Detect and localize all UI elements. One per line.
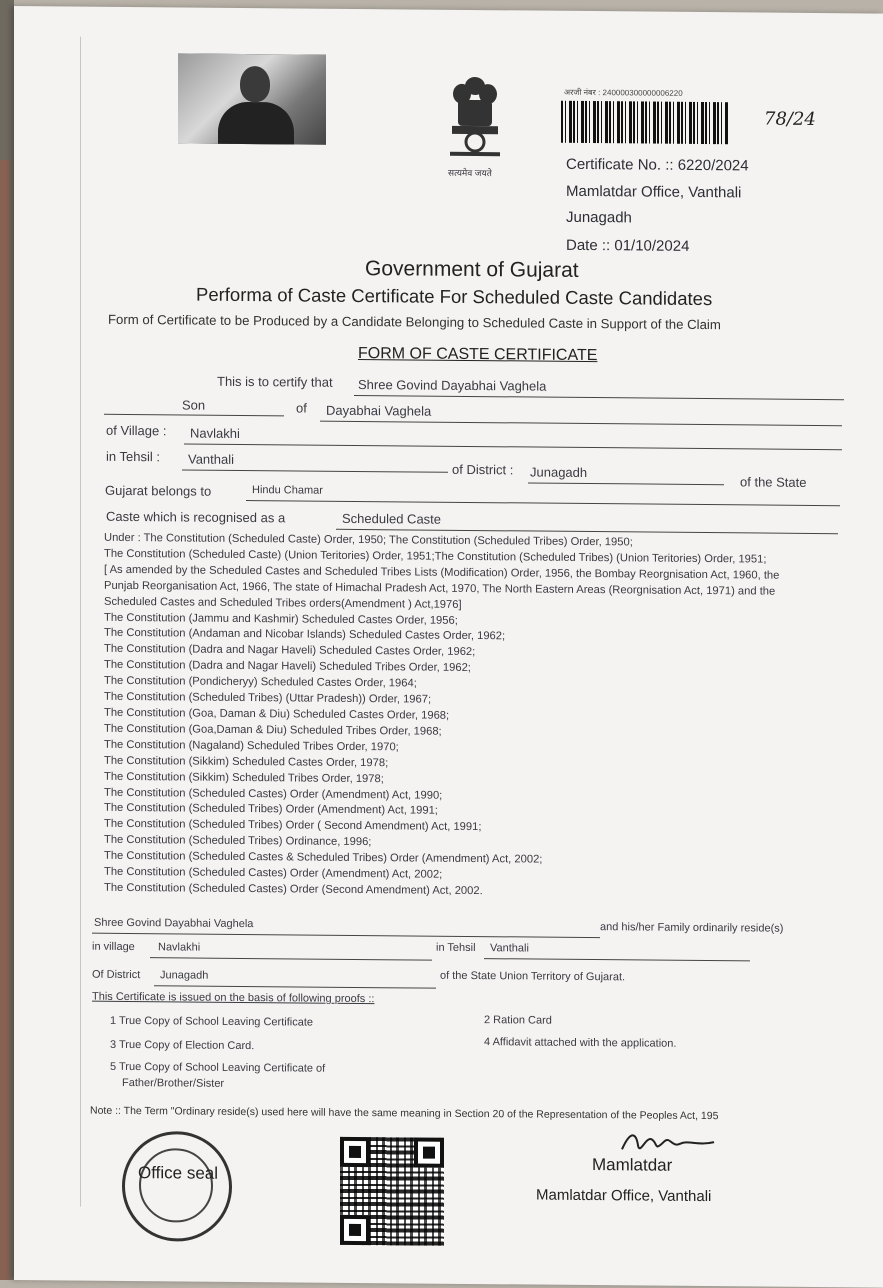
proofs-heading: This Certificate is issued on the basis of following proofs :: xyxy=(92,990,375,1006)
residence-district: Junagadh xyxy=(160,969,209,982)
margin-line xyxy=(80,37,81,1207)
order-line: The Constitution (Sikkim) Scheduled Castes Order, 1978; xyxy=(104,754,389,769)
orders-list xyxy=(104,531,779,903)
office-city: Junagadh xyxy=(566,208,632,227)
relation: Son xyxy=(182,397,206,413)
order-line: The Constitution (Scheduled Castes & Scheduled Tribes) Order (Amendment) Act, 2002; xyxy=(104,849,543,866)
form-subtitle: Form of Certificate to be Produced by a Candidate Belonging to Scheduled Caste in Support of the Claim xyxy=(108,311,721,333)
seal-label: Office seal xyxy=(138,1163,219,1183)
office-name: Mamlatdar Office, Vanthali xyxy=(566,182,742,202)
order-line: The Constitution (Scheduled Tribes) Order ( Second Amendment) Act, 1991; xyxy=(104,818,482,834)
qr-code xyxy=(340,1137,444,1246)
tehsil-value: Vanthali xyxy=(188,451,235,467)
of-label: of xyxy=(296,400,307,416)
order-line: The Constitution (Scheduled Castes) Order (Amendment) Act, 2002; xyxy=(104,865,443,881)
order-line: The Constitution (Scheduled Tribes) Order (Amendment) Act, 1991; xyxy=(104,802,438,818)
proof-5: 5 True Copy of School Leaving Certificate of xyxy=(110,1060,326,1075)
certificate-number: Certificate No. :: 6220/2024 xyxy=(566,155,749,175)
residence-village: Navlakhi xyxy=(158,941,201,954)
barcode-caption: अरजी नंबर : 240000300000006220 xyxy=(564,87,683,98)
tehsil-label: in Tehsil : xyxy=(106,448,160,465)
belongs-label: Gujarat belongs to xyxy=(105,482,212,499)
district-value: Junagadh xyxy=(530,464,588,481)
certificate-paper xyxy=(14,6,883,1288)
order-line: The Constitution (Goa,Daman & Diu) Scheduled Tribes Order, 1968; xyxy=(104,722,442,738)
barcode xyxy=(561,101,729,144)
certify-label: This is to certify that xyxy=(217,373,333,390)
caste-value: Hindu Chamar xyxy=(252,484,323,497)
signatory-office: Mamlatdar Office, Vanthali xyxy=(536,1186,712,1206)
emblem-caption: सत्यमेव जयते xyxy=(448,167,492,179)
ashoka-emblem-icon xyxy=(440,72,510,165)
signatory-title: Mamlatdar xyxy=(592,1155,673,1175)
office-seal-stamp xyxy=(122,1131,232,1242)
form-title: FORM OF CASTE CERTIFICATE xyxy=(358,345,598,365)
order-line: The Constitution (Jammu and Kashmir) Scheduled Castes Order, 1956; xyxy=(104,611,458,627)
reside-label: and his/her Family ordinarily reside(s) xyxy=(600,921,784,935)
residence-name: Shree Govind Dayabhai Vaghela xyxy=(94,916,254,931)
order-line: The Constitution (Dadra and Nagar Haveli) Scheduled Castes Order, 1962; xyxy=(104,643,476,659)
candidate-name: Shree Govind Dayabhai Vaghela xyxy=(358,377,547,394)
residence-state-label: of the State Union Territory of Gujarat. xyxy=(440,969,626,984)
handwritten-number: 78/24 xyxy=(764,108,816,130)
proof-4: 4 Affidavit attached with the application. xyxy=(484,1036,677,1050)
order-line: The Constitution (Scheduled Castes) Order (Second Amendment) Act, 2002. xyxy=(104,881,483,898)
background-edge-red xyxy=(0,160,10,1280)
residence-tehsil: Vanthali xyxy=(490,942,529,955)
proof-5-continued: Father/Brother/Sister xyxy=(122,1076,225,1090)
order-line: The Constitution (Scheduled Tribes) (Uttar Pradesh)) Order, 1967; xyxy=(104,690,432,706)
order-line: Scheduled Castes and Scheduled Tribes orders(Amendment ) Act,1976] xyxy=(104,595,462,611)
order-line: [ As amended by the Scheduled Castes and Scheduled Tribes Lists (Modification) Order, 1956, the Bombay Reorgnisation Act, 1960, the xyxy=(104,563,780,582)
signature-icon xyxy=(618,1127,718,1158)
order-line: The Constitution (Nagaland) Scheduled Tribes Order, 1970; xyxy=(104,738,399,754)
recognised-label: Caste which is recognised as a xyxy=(106,508,286,526)
order-line: Under : The Constitution (Scheduled Caste) Order, 1950; The Constitution (Scheduled Tribes) Order, 1950; xyxy=(104,531,633,549)
residence-tehsil-label: in Tehsil xyxy=(436,941,476,955)
order-line: The Constitution (Scheduled Tribes) Ordinance, 1996; xyxy=(104,834,372,849)
order-line: The Constitution (Sikkim) Scheduled Tribes Order, 1978; xyxy=(104,770,384,785)
village-label: of Village : xyxy=(106,422,167,439)
order-line: Punjab Reorganisation Act, 1966, The state of Himachal Pradesh Act, 1970, The North Eastern Areas (Reorgnisation Act, 1971) and the xyxy=(104,579,776,598)
proof-1: 1 True Copy of School Leaving Certificate xyxy=(110,1014,314,1029)
category-value: Scheduled Caste xyxy=(342,510,442,527)
order-line: The Constitution (Scheduled Caste) (Union Teritories) Order, 1951;The Constitution (Scheduled Tribes) (Union Teritories) Order, 1951; xyxy=(104,547,767,566)
order-line: The Constitution (Scheduled Castes) Order (Amendment) Act, 1990; xyxy=(104,786,443,802)
applicant-photo xyxy=(178,53,326,144)
residence-village-label: in village xyxy=(92,940,135,954)
proof-3: 3 True Copy of Election Card. xyxy=(110,1038,255,1053)
issue-date: Date :: 01/10/2024 xyxy=(566,236,690,255)
village-value: Navlakhi xyxy=(190,425,240,441)
proof-2: 2 Ration Card xyxy=(484,1014,552,1027)
government-title: Government of Gujarat xyxy=(365,257,579,282)
order-line: The Constitution (Pondicheryy) Scheduled Castes Order, 1964; xyxy=(104,674,417,690)
father-name: Dayabhai Vaghela xyxy=(326,402,432,419)
order-line: The Constitution (Andaman and Nicobar Islands) Scheduled Castes Order, 1962; xyxy=(104,627,506,643)
note-text: Note :: The Term "Ordinary reside(s) used here will have the same meaning in Section 20 of the Representation of the Peoples Act, 195 xyxy=(90,1104,719,1123)
residence-district-label: Of District xyxy=(92,968,141,982)
order-line: The Constitution (Goa, Daman & Diu) Scheduled Castes Order, 1968; xyxy=(104,706,450,722)
order-line: The Constitution (Dadra and Nagar Haveli) Scheduled Tribes Order, 1962; xyxy=(104,659,471,675)
performa-title: Performa of Caste Certificate For Scheduled Caste Candidates xyxy=(196,283,713,310)
district-label: of District : xyxy=(452,461,514,478)
state-label: of the State xyxy=(740,474,807,490)
